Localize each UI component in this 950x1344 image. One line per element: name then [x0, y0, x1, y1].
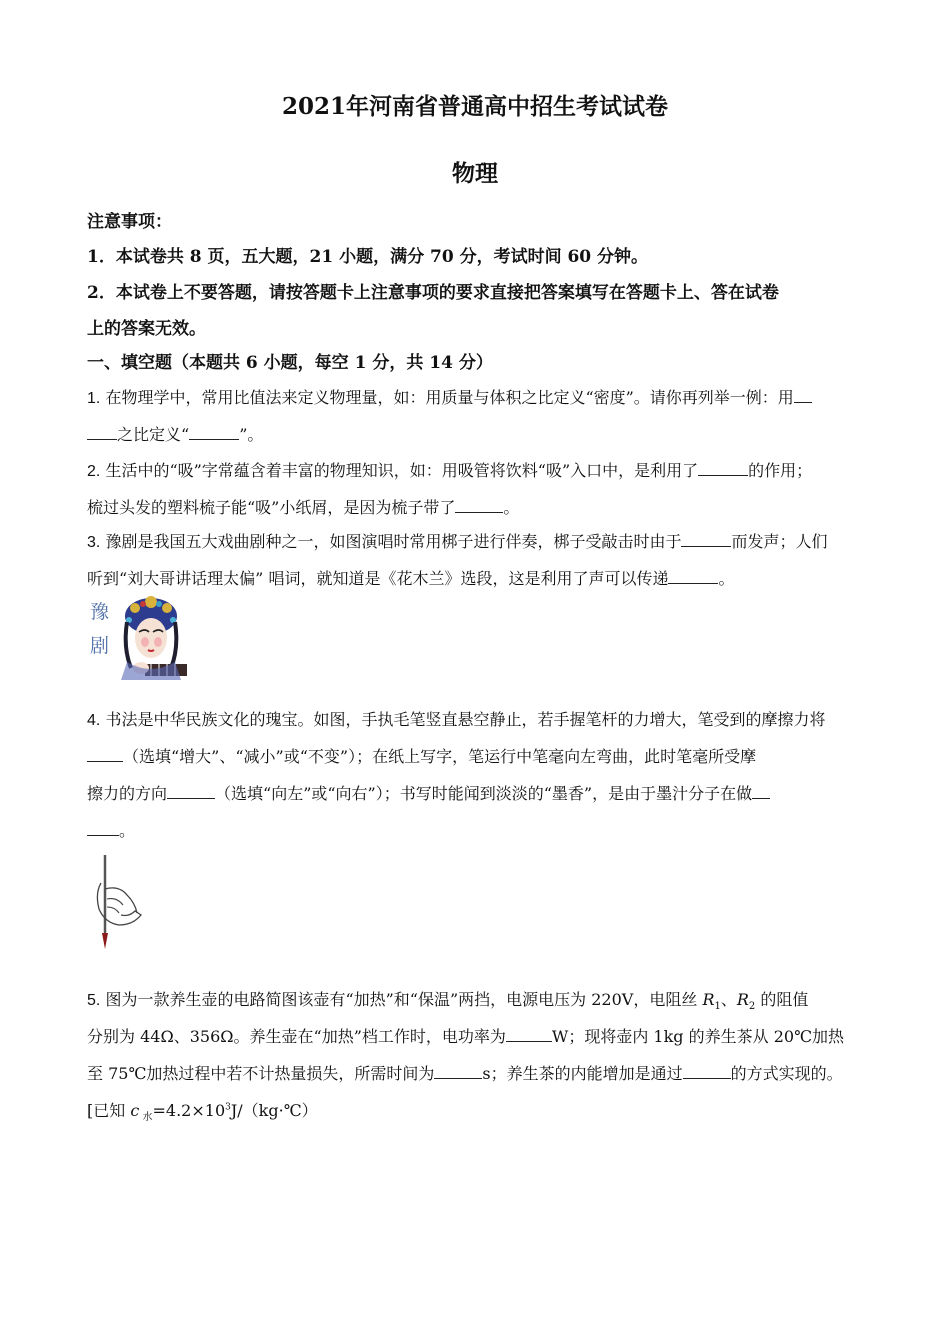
answer-blank [167, 782, 215, 799]
answer-blank [87, 423, 117, 440]
section-heading: 一、填空题（本题共 6 小题，每空 1 分，共 14 分） [87, 353, 493, 373]
subject-title: 物理 [452, 160, 498, 187]
question-5-line1 [87, 987, 808, 1012]
yu-opera-image [87, 592, 199, 682]
question-text: 的阻值 [755, 990, 809, 1009]
answer-blank [87, 819, 119, 836]
separator: 、 [720, 990, 737, 1009]
question-number: 1. [87, 390, 101, 407]
brush-hand-image [87, 853, 147, 953]
question-text: J/（kg·℃） [230, 1101, 318, 1120]
question-5-line3 [87, 1061, 843, 1084]
answer-blank [683, 1062, 731, 1079]
question-3-line1 [87, 529, 827, 552]
question-text: 在物理学中，常用比值法来定义物理量，如：用质量与体积之比定义“密度”。请你再列举一例：用 [105, 388, 794, 407]
resistor-symbol: R [736, 990, 749, 1009]
specific-heat-subscript: 水 [139, 1112, 153, 1124]
answer-blank [752, 782, 770, 799]
question-text: 分别为 44Ω、356Ω。养生壶在“加热”档工作时，电功率为 [87, 1027, 506, 1046]
answer-blank [189, 423, 239, 440]
question-text: （选填“增大”、“减小”或“不变”）；在纸上写字，笔运行中笔毫向左弯曲，此时笔毫所受摩 [123, 747, 757, 766]
question-text: =4.2×10 [152, 1101, 226, 1120]
question-text: 擦力的方向 [87, 784, 168, 803]
answer-blank [698, 459, 748, 476]
question-text: 图为一款养生壶的电路简图该壶有“加热”和“保温”两挡，电源电压为 220V，电阻丝 [105, 990, 703, 1009]
svg-text:豫: 豫 [90, 601, 110, 623]
resistor-subscript: 2 [748, 1001, 756, 1013]
brush-hand-illustration [87, 853, 147, 953]
question-number: 2. [87, 463, 101, 480]
exam-title: 2021年河南省普通高中招生考试试卷 [281, 93, 668, 120]
question-1-line1 [87, 385, 812, 408]
resistor-subscript: 1 [714, 1001, 721, 1013]
notice-heading: 注意事项： [87, 212, 172, 232]
question-4-line3 [87, 781, 770, 804]
answer-blank [681, 530, 731, 547]
answer-blank [87, 745, 123, 762]
question-text: [已知 [87, 1101, 131, 1120]
answer-blank [794, 386, 812, 403]
answer-blank [506, 1025, 552, 1042]
question-4-line1 [87, 707, 825, 730]
question-number: 5. [87, 992, 101, 1009]
question-text: 至 75℃加热过程中若不计热量损失，所需时间为 [87, 1064, 435, 1083]
question-2-line1 [87, 458, 812, 481]
question-text: 书法是中华民族文化的瑰宝。如图，手执毛笔竖直悬空静止，若手握笔杆的力增大，笔受到的摩擦力将 [105, 710, 826, 729]
yu-opera-illustration [87, 592, 199, 682]
answer-blank [434, 1062, 482, 1079]
question-text: （选填“向左”或“向右”）；书写时能闻到淡淡的“墨香”，是由于墨汁分子在做 [215, 784, 753, 803]
notice-item-2-line1: 2．本试卷上不要答题，请按答题卡上注意事项的要求直接把答案填写在答题卡上、答在试卷 [87, 283, 779, 303]
question-text: 。 [503, 498, 520, 517]
question-text: 听到“刘大哥讲话理太偏” 唱词，就知道是《花木兰》选段，这是利用了声可以传递 [87, 569, 669, 588]
question-text: 之比定义“ [117, 425, 190, 444]
question-text: ”。 [239, 425, 264, 444]
question-5-line4 [87, 1098, 318, 1123]
question-text: W；现将壶内 1kg 的养生茶从 20℃加热 [551, 1027, 844, 1046]
question-5-line2 [87, 1024, 844, 1047]
question-2-line2 [87, 495, 519, 518]
question-text: 梳过头发的塑料梳子能“吸”小纸屑，是因为梳子带了 [87, 498, 456, 517]
question-text: 的方式实现的。 [730, 1064, 843, 1083]
question-number: 4. [87, 712, 101, 729]
question-text: 。 [119, 821, 136, 840]
question-number: 3. [87, 534, 101, 551]
notice-item-2-line2: 上的答案无效。 [87, 319, 206, 339]
answer-blank [668, 567, 718, 584]
exponent: 3 [225, 1102, 231, 1113]
question-text: 的作用； [748, 461, 813, 480]
notice-item-1: 1．本试卷共 8 页，五大题，21 小题，满分 70 分，考试时间 60 分钟。 [87, 247, 649, 267]
svg-text:剧: 剧 [90, 635, 110, 657]
question-text: 豫剧是我国五大戏曲剧种之一，如图演唱时常用梆子进行伴奏，梆子受敲击时由于 [105, 532, 682, 551]
answer-blank [455, 496, 503, 513]
question-text: 生活中的“吸”字常蕴含着丰富的物理知识，如：用吸管将饮料“吸”入口中，是利用了 [105, 461, 699, 480]
question-text: 而发声；人们 [731, 532, 828, 551]
question-text: s；养生茶的内能增加是通过 [482, 1064, 683, 1083]
specific-heat-symbol: c [130, 1101, 140, 1120]
question-1-line2 [87, 422, 263, 445]
question-text: 。 [718, 569, 735, 588]
question-3-line2 [87, 566, 734, 589]
question-4-line2 [87, 744, 756, 767]
resistor-symbol: R [702, 990, 715, 1009]
question-4-line4 [87, 818, 135, 841]
